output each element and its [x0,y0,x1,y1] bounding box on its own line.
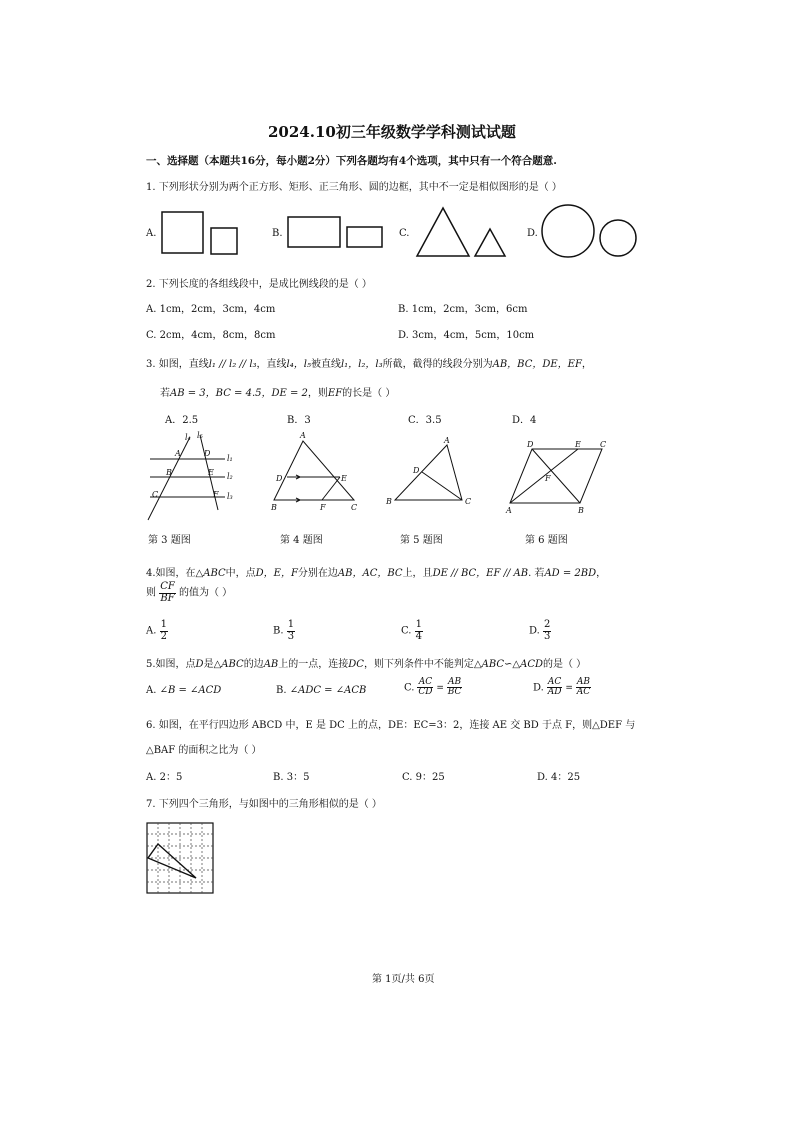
fig5-label: D [413,466,420,475]
fraction-denominator: 3 [287,630,295,642]
q6-option-d: D. 4：25 [537,772,581,783]
fig3-label: l₄ [185,433,191,442]
fig3-label: C [152,490,159,499]
q1-large-rectangle [288,217,340,247]
option-label: C. [401,625,412,637]
question-2-text: 2. 下列长度的各组线段中，是成比例线段的是（ ） [146,279,372,290]
fig4-label: F [320,503,326,512]
fig5-label: B [386,497,392,506]
question-6-line-2: △BAF 的面积之比为（ ） [146,745,262,756]
figure-6-caption: 第 6 题图 [525,535,568,546]
q1-small-rectangle [347,227,382,247]
q5-option-b [276,685,366,696]
q5-math: DC [348,659,364,670]
fig4-label: E [341,474,347,483]
q3-option-a: A．2.5 [165,415,199,426]
fig3-label: l₁ [227,454,233,463]
q4-math: D，E，F [255,568,298,579]
fig6-label: C [600,440,607,449]
q4-math: AD = 2BD [544,568,597,579]
q6-option-a: A. 2：5 [146,772,183,783]
equals-sign: = [436,683,444,694]
q2-option-b: B. 1cm，2cm，3cm，6cm [398,304,528,315]
question-5-text [146,655,586,670]
q3-text: 3. 如图，直线 [146,359,209,370]
q1-option-b-label: B. [272,228,283,239]
q4-option-a [146,620,168,642]
fraction-denominator: 2 [160,630,167,642]
option-label: D. [533,682,544,694]
section-header: 一、选择题（本题共16分，每小题2分）下列各题均有4个选项，其中只有一个符合题意. [146,155,557,167]
q4-text: 上，且 [402,568,433,579]
q3-math: AB，BC，DE，EF [492,359,582,370]
option-fraction [447,678,463,698]
fraction-numerator: AC [418,677,433,687]
q5-math: AB [263,659,279,670]
q3-text: 被直线 [310,359,341,370]
q4-math: △ABC [195,568,226,579]
fraction-numerator: 1 [287,619,295,630]
q7-triangle [148,844,196,878]
q3-math: l₁ // l₂ // l₃ [208,359,257,370]
q4-math: DE // BC，EF // AB [432,568,529,579]
q1-option-d-label: D. [527,228,538,239]
q3-math: l₄，l₅ [286,359,311,370]
fig3-label: B [166,468,172,477]
fig5-label: A [444,436,450,445]
q3-math: l₁，l₂，l₃ [340,359,383,370]
fig3-label: l₅ [197,431,203,440]
fraction-denominator: 3 [544,630,551,642]
figure-4 [274,441,354,502]
option-fraction [543,620,551,642]
q5-text: 上的一点，连接 [278,659,349,670]
q1-large-circle [542,205,594,257]
q3-math: EF [327,388,343,399]
q1-option-a-label: A. [146,228,157,239]
q1-small-square [211,228,237,254]
question-7-text: 7. 下列四个三角形，与如图中的三角形相似的是（ ） [146,799,382,810]
q1-option-c-label: C. [399,228,410,239]
q1-small-circle [600,220,636,256]
fraction-denominator: AD [547,687,562,698]
fig4-label: D [276,474,283,483]
figure-5 [395,445,462,500]
q4-text: 中，点 [225,568,256,579]
q5-math: △ABC∽△ACD [473,659,543,670]
q4-math: AB，AC，BC [337,568,403,579]
q3-text: 所截，截得的线段分别为 [382,359,493,370]
q1-large-triangle [417,208,469,256]
q4-fraction [159,582,176,604]
q6-option-c: C. 9：25 [402,772,445,783]
q4-text: 的值为（ ） [178,587,233,599]
option-fraction [417,678,433,698]
fig3-label: l₂ [227,472,233,481]
figures-row [0,425,794,525]
question-1-text: 1. 下列形状分别为两个正方形、矩形、正三角形、圆的边框，其中不一定是相似图形的是（ ） [146,182,562,193]
fig5-label: C [465,497,472,506]
q2-option-a: A. 1cm，2cm，3cm，4cm [146,304,276,315]
q3-option-d: D．4 [512,415,537,426]
q2-option-c: C. 2cm，4cm，8cm，8cm [146,330,276,341]
figure-6 [510,449,602,503]
q6-option-b: B. 3：5 [273,772,310,783]
fraction-denominator: 4 [415,630,423,642]
question-4-line-1 [146,564,606,579]
fraction-numerator: 1 [160,619,167,630]
option-label: D. [529,625,540,637]
q3-text: ，则 [307,388,328,399]
q3-text: 的长是（ ） [342,388,396,399]
fig3-label: A [175,449,181,458]
option-label: B. [273,625,284,637]
fraction-denominator: BC [447,687,462,698]
q4-text: . 若 [528,568,545,579]
option-math: ∠B = ∠ACD [159,685,222,696]
q5-option-a [146,685,221,696]
q1-shapes-figure [0,0,794,300]
option-label: A. [146,685,157,696]
q3-text: 若 [160,388,170,399]
equals-sign: = [565,683,573,694]
q4-text: 4.如图，在 [146,568,196,579]
fig4-label: A [300,431,306,440]
q4-option-b [273,620,295,642]
q3-option-c: C．3.5 [408,415,442,426]
q5-text: 是 [203,659,214,670]
question-3-line-1 [146,355,592,370]
option-fraction [415,620,423,642]
question-4-line-2 [146,582,232,604]
question-3-line-2 [160,384,395,399]
q2-option-d: D. 3cm，4cm，5cm，10cm [398,330,535,341]
fraction-numerator: AB [576,677,590,687]
q4-option-c [401,620,423,642]
option-fraction [287,620,295,642]
fraction-numerator: 1 [415,619,423,630]
page-title: 2024.10初三年级数学学科测试试题 [268,123,516,141]
question-6-line-1: 6. 如图，在平行四边形 ABCD 中，E 是 DC 上的点，DE：EC=3：2，连接 AE 交 BD 于点 F，则△DEF 与 [146,720,636,731]
q7-grid-figure [146,822,216,897]
q4-text: 分别在边 [297,568,338,579]
q4-option-d [529,620,551,642]
q5-text: 的边 [243,659,264,670]
figure-5-caption: 第 5 题图 [400,535,443,546]
fig3-label: D [204,449,211,458]
fig6-label: D [527,440,534,449]
q3-math: AB = 3，BC = 4.5，DE = 2 [170,388,308,399]
q5-math: △ABC [213,659,244,670]
option-fraction [547,678,563,698]
fig6-label: E [575,440,581,449]
q5-text: 5.如图，点 [146,659,196,670]
fig6-label: F [545,474,551,483]
fig3-label: F [213,490,219,499]
q5-option-c [404,678,462,698]
page-footer: 第 1页/共 6页 [372,974,435,985]
q3-text: ，直线 [256,359,287,370]
q5-text: ，则下列条件中不能判定 [363,659,474,670]
fraction-denominator: AC [576,687,591,698]
option-math: ∠ADC = ∠ACB [289,685,367,696]
q4-text: ， [596,568,607,579]
option-fraction [160,620,168,642]
fraction-denominator: CD [418,687,433,698]
fig6-label: A [506,506,512,515]
option-label: A. [146,625,157,637]
figure-3-caption: 第 3 题图 [148,535,191,546]
option-label: C. [404,682,415,694]
q1-small-triangle [475,229,505,256]
figure-4-caption: 第 4 题图 [280,535,323,546]
option-fraction [576,678,591,698]
fraction-numerator: AC [547,677,562,687]
q5-option-d [533,678,591,698]
fraction-numerator: CF [160,581,175,592]
figure-3 [148,435,225,520]
fig4-label: C [351,503,358,512]
q1-large-square [162,212,203,253]
fraction-denominator: BF [160,592,175,604]
q4-text: 则 [146,587,156,599]
q5-math: D [195,659,204,670]
fraction-numerator: AB [448,677,462,687]
q5-text: 的是（ ） [543,659,587,670]
fraction-numerator: 2 [544,619,551,630]
fig3-label: l₃ [227,492,233,501]
q3-option-b: B．3 [287,415,311,426]
fig4-label: B [271,503,277,512]
q3-text: ， [581,359,592,370]
fig6-label: B [578,506,584,515]
option-label: B. [276,685,287,696]
fig3-label: E [208,468,214,477]
